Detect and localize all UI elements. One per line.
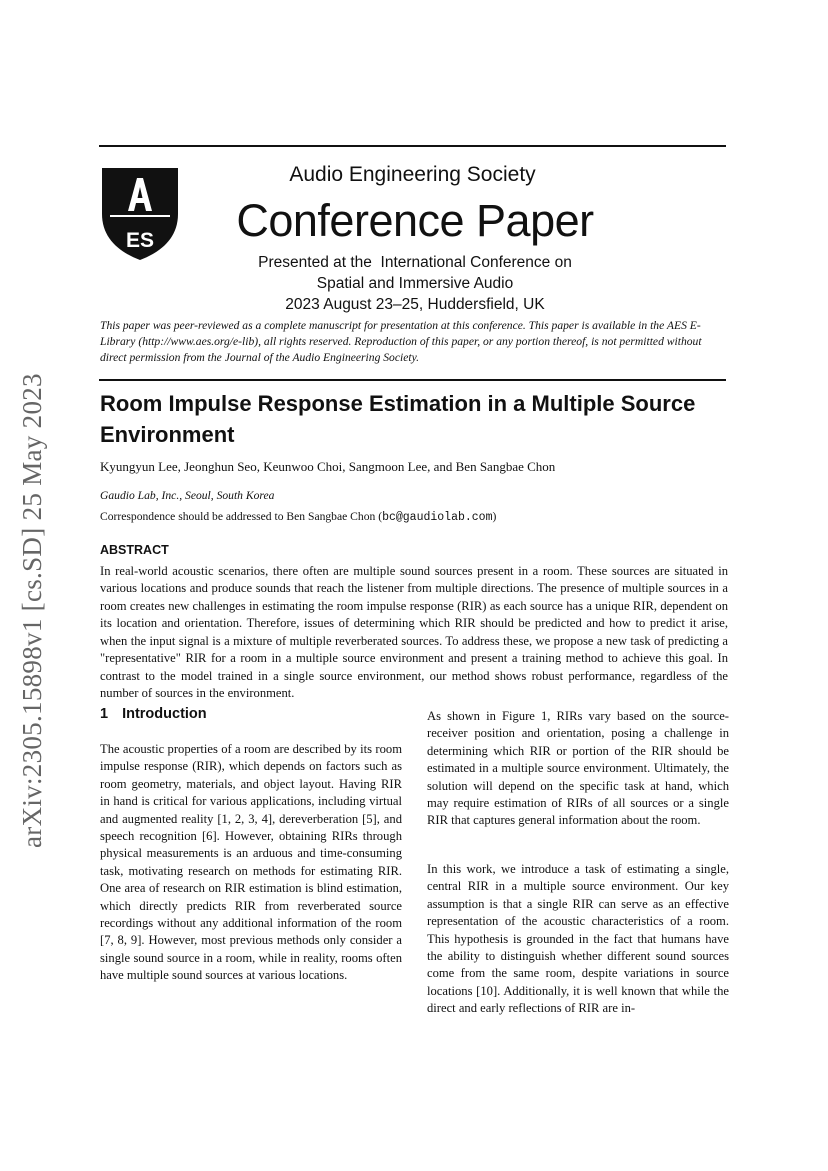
arxiv-identifier: arXiv:2305.15898v1 [cs.SD] 25 May 2023 — [17, 373, 47, 848]
aes-logo — [98, 164, 182, 262]
paper-title: Room Impulse Response Estimation in a Multiple Source Environment — [100, 391, 696, 447]
peer-review-notice: This paper was peer-reviewed as a complete manuscript for presentation at this conference. This paper is available in the AES E-Library (http://www.aes.org/e-lib), all rights reserved. Reproduction of this paper, or any portion thereof, is not permitted without direct permission from the Journal of the Audio Engineering Society. — [100, 319, 702, 364]
affiliation: Gaudio Lab, Inc., Seoul, South Korea — [100, 489, 275, 502]
society-name: Audio Engineering Society — [289, 163, 536, 186]
presentation-info — [225, 252, 605, 315]
section-heading-introduction — [100, 706, 207, 722]
intro-column-2-paragraph-2: In this work, we introduce a task of estimating a single, central RIR in a multiple source environment. Our key assumption is that a single RIR can serve as an effective representation of the acoustic characteristics of a room. This hypothesis is grounded in the fact that humans have the ability to distinguish whether different sound sources come from the same room, despite variations in source locations [10]. Additionally, it is well known that while the direct and early reflections of RIR are in- — [427, 862, 729, 1016]
presented-line-2: Spatial and Immersive Audio — [316, 275, 514, 292]
presented-line-3: 2023 August 23–25, Huddersfield, UK — [285, 296, 545, 313]
section-number: 1 — [100, 706, 109, 722]
svg-text:ES: ES — [125, 229, 155, 252]
header-rule — [99, 379, 726, 381]
section-title: Introduction — [122, 706, 207, 722]
intro-column-2-paragraph-1: As shown in Figure 1, RIRs vary based on the source-receiver position and orientation, posing a challenge in determining which RIR or portion of the RIR should be estimated in a multiple source environment. Ultimately, the solution will depend on the specific task at hand, which may require estimation of RIRs of all sources or a single RIR that captures general information about the room. — [427, 709, 729, 828]
correspondence-prefix: Correspondence should be addressed to Ben Sangbae Chon ( — [100, 510, 383, 523]
correspondence-suffix: ) — [492, 510, 497, 523]
presented-line-1: Presented at the International Conference on — [258, 254, 572, 271]
top-rule — [99, 145, 726, 147]
paper-type: Conference Paper — [236, 195, 594, 246]
intro-column-1: The acoustic properties of a room are described by its room impulse response (RIR), which depends on factors such as room geometry, materials, and object layout. Having RIR in hand is critical for various applications, including virtual and augmented reality [1, 2, 3, 4], dereverberation [5], and speech recognition [6]. However, obtaining RIRs through physical measurements is an arduous and time-consuming task, motivating research on methods for estimating RIR. One area of research on RIR estimation is blind estimation, which directly predicts RIR from reverberated source recordings without any additional information of the room [7, 8, 9]. However, most previous methods only consider a single sound source in a room, while in reality, rooms often have multiple sound sources at various locations. — [100, 742, 402, 983]
abstract-heading: ABSTRACT — [100, 543, 169, 557]
abstract-text: In real-world acoustic scenarios, there often are multiple sound sources present in a room. These sources are situated in various locations and produce sounds that reach the listener from multiple directions. The presence of multiple sources in a room creates new challenges in estimating the room impulse response (RIR) as each source has a unique RIR, dependent on its location and orientation. Therefore, issues of determining which RIR should be predicted and how to predict it arise, when the input signal is a mixture of multiple reverberated sources. To address these, we propose a new task of predicting a "representative" RIR for a room in a multiple source environment and present a training method to achieve this goal. In contrast to the model trained in a single source environment, our method shows robust performance, regardless of the number of sources in the environment. — [100, 564, 728, 701]
authors: Kyungyun Lee, Jeonghun Seo, Keunwoo Choi, Sangmoon Lee, and Ben Sangbae Chon — [100, 459, 556, 474]
correspondence — [100, 509, 730, 526]
correspondence-email: bc@gaudiolab.com — [382, 511, 493, 524]
